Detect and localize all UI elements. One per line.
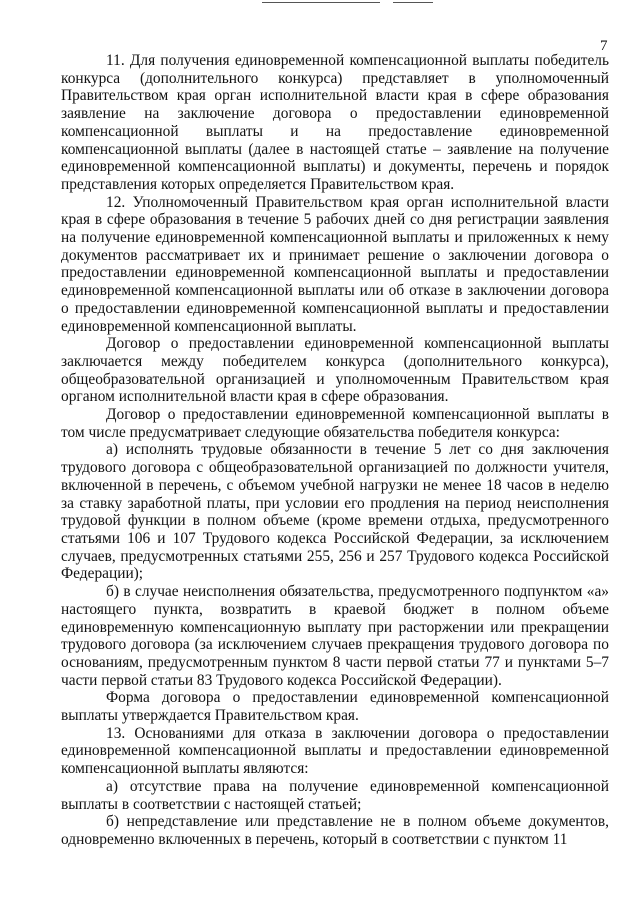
top-divider <box>262 2 380 3</box>
paragraph-11: 11. Для получения единовременной компенсационной выплаты победитель конкурса (дополнительного конкурса) представляет в уполномоченный Правительством края орган исполнительной власти края в сфере образования заявление на заключение договора о предоставлении единовременной компенсационной выплаты и на предоставление единовременной компенсационной выплаты (далее в настоящей статье – заявление на получение единовременной компенсационной выплаты) и документы, перечень и порядок представления которых определяется Правительством края. <box>61 52 609 193</box>
paragraph: Договор о предоставлении единовременной компенсационной выплаты заключается между победителем конкурса (дополнительного конкурса), общеобразовательной организацией и уполномоченным Правительством края органом исполнительной власти края в сфере образования. <box>61 335 609 406</box>
page-number: 7 <box>600 38 608 54</box>
list-item-b: б) в случае неисполнения обязательства, предусмотренного подпунктом «а» настоящего пункта, возвратить в краевой бюджет в полном объеме единовременную компенсационную выплату при расторжении или прекращении трудового договора (за исключением случаев прекращения трудового договора по основаниям, предусмотренным пунктом 8 части первой статьи 77 и пунктами 5–7 части первой статьи 83 Трудового кодекса Российской Федерации). <box>61 583 609 689</box>
top-divider <box>393 2 433 3</box>
paragraph-13: 13. Основаниями для отказа в заключении договора о предоставлении единовременной компенсационной выплаты и предоставлении единовременной компенсационной выплаты являются: <box>61 724 609 778</box>
list-item-a: а) отсутствие права на получение единовременной компенсационной выплаты в соответствии с настоящей статьей; <box>61 777 609 813</box>
list-item-a: а) исполнять трудовые обязанности в течение 5 лет со дня заключения трудового договора с общеобразовательной организацией по должности учителя, включенной в перечень, с объемом учебной нагрузки не менее 18 часов в неделю за ставку заработной платы, при условии его продления на период неисполнения трудовой функции в полном объеме (кроме времени отдыха, предусмотренного статьями 106 и 107 Трудового кодекса Российской Федерации, за исключением случаев, предусмотренных статьями 255, 256 и 257 Трудового кодекса Российской Федерации); <box>61 441 609 583</box>
paragraph: Договор о предоставлении единовременной компенсационной выплаты в том числе предусматривает следующие обязательства победителя конкурса: <box>61 406 609 441</box>
paragraph-12: 12. Уполномоченный Правительством края орган исполнительной власти края в сфере образования в течение 5 рабочих дней со дня регистрации заявления на получение единовременной компенсационной выплаты и приложенных к нему документов рассматривает их и принимает решение о заключении договора о предоставлении единовременной компенсационной выплаты и предоставлении единовременной компенсационной выплаты или об отказе в заключении договора о предоставлении единовременной компенсационной выплаты и предоставлении единовременной компенсационной выплаты. <box>61 193 609 335</box>
paragraph: Форма договора о предоставлении единовременной компенсационной выплаты утверждается Правительством края. <box>61 689 609 725</box>
document-body <box>61 52 609 849</box>
list-item-b: б) непредставление или представление не в полном объеме документов, одновременно включенных в перечень, который в соответствии с пунктом 11 <box>61 813 609 848</box>
